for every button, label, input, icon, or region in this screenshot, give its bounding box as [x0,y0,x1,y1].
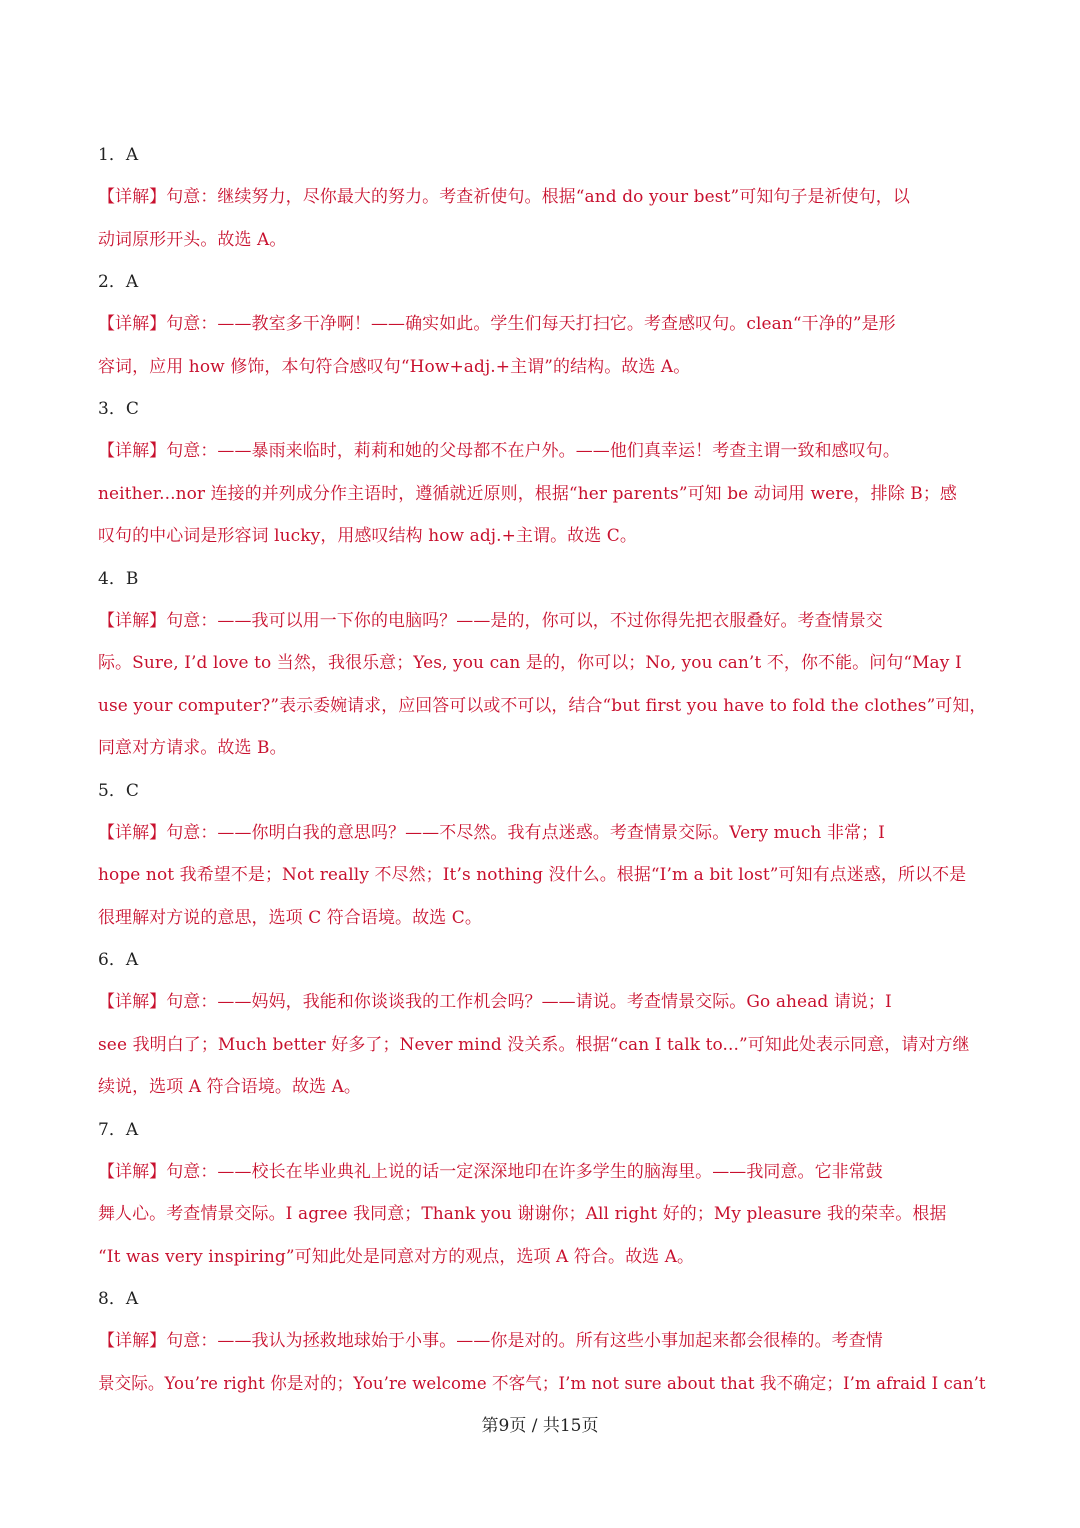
explanation-paragraph [98,600,988,770]
question-number: 1．A [98,145,139,165]
explanation-line: 景交际。You’re right 你是对的；You’re welcome 不客气；I’m not sure about that 我不确定；I’m afraid I can’t [98,1373,986,1394]
question-number: 7．A [98,1119,139,1140]
explanation-line: 【详解】句意：继续努力，尽你最大的努力。考查祈使句。根据“and do your best”可知句子是祈使句，以 [98,187,910,207]
explanation-line: 同意对方请求。故选 B。 [98,738,287,758]
question-number: 8．A [98,1289,139,1309]
answer-list [98,134,988,1405]
explanation-line: hope not 我希望不是；Not really 不尽然；It’s nothing 没什么。根据“I’m a bit lost”可知有点迷惑，所以不是 [98,865,967,885]
question-number: 5．C [98,780,139,801]
explanation-line: 【详解】句意：——我可以用一下你的电脑吗？——是的，你可以，不过你得先把衣服叠好。考查情景交 [98,610,883,631]
explanation-line: use your computer?”表示委婉请求，应回答可以或不可以，结合“but first you have to fold the clothes”可知， [98,695,987,716]
explanation-line: 【详解】句意：——我认为拯救地球始于小事。——你是对的。所有这些小事加起来都会很棒的。考查情 [98,1331,883,1351]
explanation-line: see 我明白了；Much better 好多了；Never mind 没关系。根据“can I talk to...”可知此处表示同意，请对方继 [98,1034,970,1055]
explanation-paragraph [98,176,988,261]
explanation-paragraph [98,1320,988,1405]
question-number: 2．A [98,272,139,292]
question-number: 6．A [98,950,139,970]
explanation-line: 动词原形开头。故选 A。 [98,229,287,250]
explanation-line: 叹句的中心词是形容词 lucky，用感叹结构 how adj.+主谓。故选 C。 [98,526,637,546]
question-number: 3．C [98,399,139,419]
explanation-line: 【详解】句意：——你明白我的意思吗？——不尽然。我有点迷惑。考查情景交际。Very much 非常；I [98,822,885,843]
explanation-paragraph [98,1151,988,1279]
explanation-paragraph [98,303,988,388]
question-number: 4．B [98,568,139,589]
explanation-line: 【详解】句意：——教室多干净啊！——确实如此。学生们每天打扫它。考查感叹句。clean“干净的”是形 [98,314,896,334]
explanation-line: 很理解对方说的意思，选项 C 符合语境。故选 C。 [98,907,482,928]
explanation-line: 【详解】句意：——校长在毕业典礼上说的话一定深深地印在许多学生的脑海里。——我同意。它非常鼓 [98,1161,883,1182]
explanation-line: 容词，应用 how 修饰，本句符合感叹句“How+adj.+主谓”的结构。故选 A。 [98,356,691,377]
explanation-paragraph [98,812,988,940]
explanation-line: 续说，选项 A 符合语境。故选 A。 [98,1077,361,1097]
explanation-line: 舞人心。考查情景交际。I agree 我同意；Thank you 谢谢你；All right 好的；My pleasure 我的荣幸。根据 [98,1204,947,1224]
explanation-line: neither...nor 连接的并列成分作主语时，遵循就近原则，根据“her parents”可知 be 动词用 were，排除 B；感 [98,483,957,504]
explanation-line: 【详解】句意：——暴雨来临时，莉莉和她的父母都不在户外。——他们真幸运！考查主谓一致和感叹句。 [98,441,900,461]
page-footer: 第9页 / 共15页 [481,1416,599,1436]
explanation-paragraph [98,981,988,1109]
explanation-line: “It was very inspiring”可知此处是同意对方的观点，选项 A 符合。故选 A。 [98,1246,695,1267]
explanation-line: 【详解】句意：——妈妈，我能和你谈谈我的工作机会吗？——请说。考查情景交际。Go ahead 请说；I [98,992,892,1012]
explanation-paragraph [98,430,988,558]
explanation-line: 际。Sure, I’d love to 当然，我很乐意；Yes, you can 是的，你可以；No, you can’t 不，你不能。问句“May I [98,653,962,673]
